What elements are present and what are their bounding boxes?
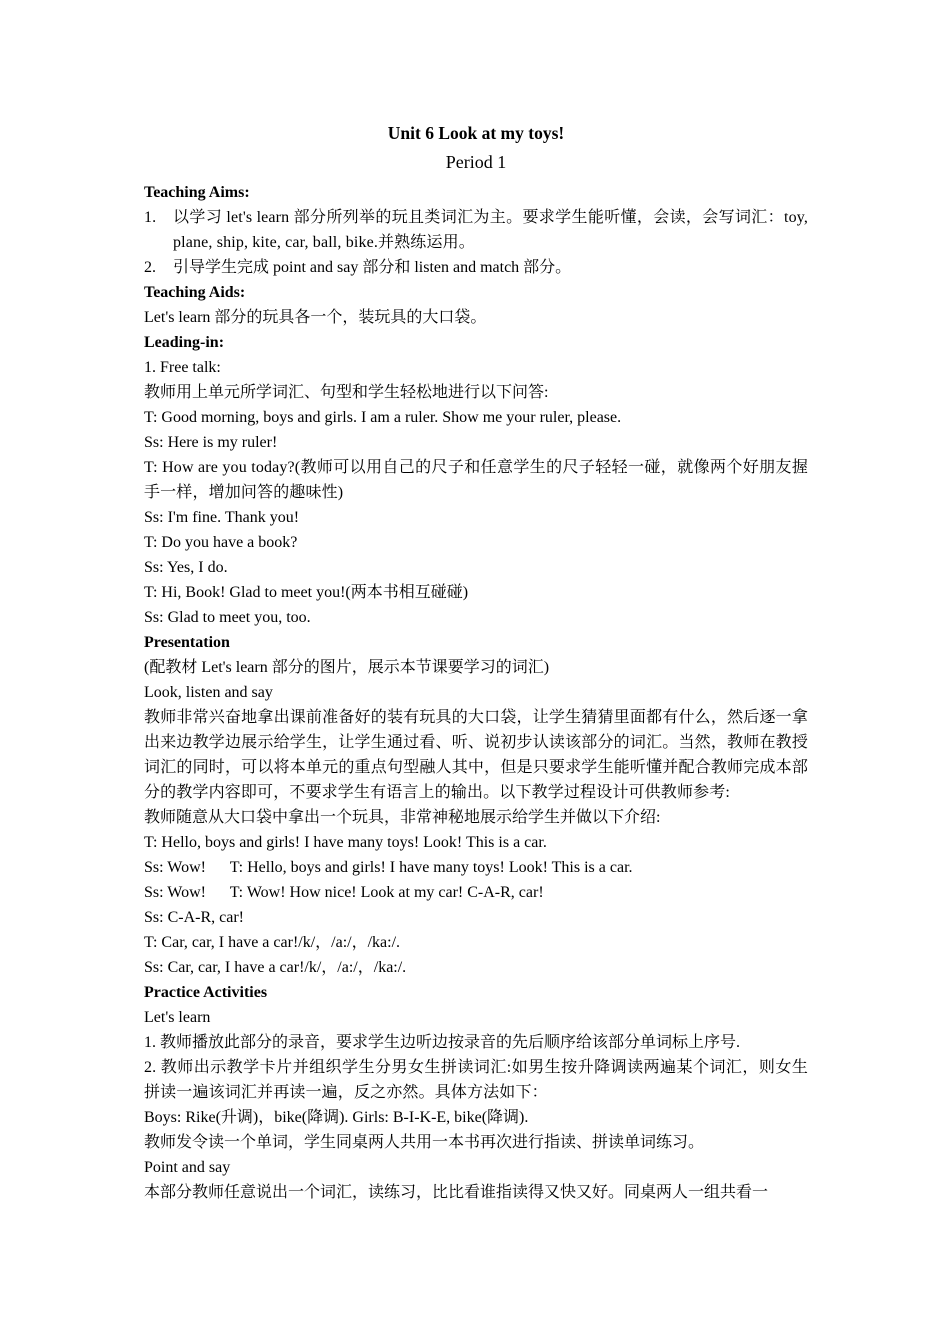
teaching-aims-heading: Teaching Aims:	[144, 184, 250, 201]
presentation-line: (配教材 Let's learn 部分的图片，展示本节课要学习的词汇)	[144, 659, 550, 676]
document-title: Unit 6 Look at my toys!	[387, 123, 565, 143]
practice-heading: Practice Activities	[144, 984, 268, 1001]
aim-text: 以学习 let's learn 部分所列举的玩且类词汇为主。要求学生能听懂，会读，会写词汇：toy, plane, ship, kite, car, ball, bike.并熟练运用。	[173, 209, 808, 251]
leading-in-line: Ss: Yes, I do.	[144, 559, 228, 576]
aim-number: 2.	[144, 259, 156, 276]
practice-line: Let's learn	[144, 1009, 211, 1026]
presentation-line: Ss: C-A-R, car!	[144, 909, 244, 926]
presentation-paragraph: 教师非常兴奋地拿出课前准备好的装有玩具的大口袋，让学生猜猜里面都有什么，然后逐一拿出来边教学边展示给学生，让学生通过看、听、说初步认读该部分的词汇。当然，教师在教授词汇的同时，可以将本单元的重点句型融人其中，但是只要求学生能听懂并配合教师完成本部分的教学内容即可，不要求学生有语言上的输出。以下教学过程设计可供教师参考:	[144, 709, 808, 801]
leading-in-line: Ss: Here is my ruler!	[144, 434, 278, 451]
document-page	[144, 120, 808, 1205]
leading-in-line: Ss: Glad to meet you, too.	[144, 609, 311, 626]
presentation-line: T: Hello, boys and girls! I have many toys! Look! This is a car.	[144, 834, 547, 851]
leading-in-line: Ss: I'm fine. Thank you!	[144, 509, 300, 526]
aim-text: 引导学生完成 point and say 部分和 listen and match 部分。	[173, 259, 572, 276]
presentation-line: Ss: Wow! T: Hello, boys and girls! I have many toys! Look! This is a car.	[144, 859, 633, 876]
leading-in-line: 1. Free talk:	[144, 359, 221, 376]
teaching-aids-heading: Teaching Aids:	[144, 284, 246, 301]
presentation-line: 教师随意从大口袋中拿出一个玩具，非常神秘地展示给学生并做以下介绍:	[144, 809, 661, 826]
presentation-line: T: Car, car, I have a car!/k/，/a:/，/ka:/.	[144, 934, 401, 951]
presentation-line: Ss: Wow! T: Wow! How nice! Look at my car! C-A-R, car!	[144, 884, 544, 901]
practice-line: 教师发令读一个单词，学生同桌两人共用一本书再次进行指读、拼读单词练习。	[144, 1134, 705, 1151]
leading-in-line: T: Hi, Book! Glad to meet you!(两本书相互碰碰)	[144, 584, 469, 601]
presentation-line: Ss: Car, car, I have a car!/k/，/a:/，/ka:/.	[144, 959, 407, 976]
teaching-aids-text: Let's learn 部分的玩具各一个，装玩具的大口袋。	[144, 309, 487, 326]
presentation-line: Look, listen and say	[144, 684, 273, 701]
leading-in-heading: Leading-in:	[144, 334, 225, 351]
practice-line: 2. 教师出示教学卡片并组织学生分男女生拼读词汇:如男生按升降调读两遍某个词汇，则女生拼读一遍该词汇并再读一遍，反之亦然。具体方法如下：	[144, 1059, 808, 1101]
practice-line: 本部分教师任意说出一个词汇，读练习，比比看谁指读得又快又好。同桌两人一组共看一	[144, 1184, 769, 1201]
leading-in-line: T: Good morning, boys and girls. I am a ruler. Show me your ruler, please.	[144, 409, 622, 426]
aim-item	[144, 205, 808, 255]
practice-line: Boys: Rike(升调)，bike(降调). Girls: B-I-K-E, bike(降调).	[144, 1109, 529, 1126]
leading-in-line: T: How are you today?(教师可以用自己的尺子和任意学生的尺子轻轻一碰，就像两个好朋友握手一样，增加问答的趣味性)	[144, 459, 808, 501]
presentation-heading: Presentation	[144, 634, 230, 651]
practice-line: 1. 教师播放此部分的录音，要求学生边听边按录音的先后顺序给该部分单词标上序号.	[144, 1034, 741, 1051]
aim-item	[144, 255, 808, 280]
practice-line: Point and say	[144, 1159, 231, 1176]
leading-in-line: 教师用上单元所学词汇、句型和学生轻松地进行以下问答:	[144, 384, 549, 401]
period-label: Period 1	[445, 152, 507, 172]
leading-in-line: T: Do you have a book?	[144, 534, 298, 551]
aim-number: 1.	[144, 209, 157, 226]
